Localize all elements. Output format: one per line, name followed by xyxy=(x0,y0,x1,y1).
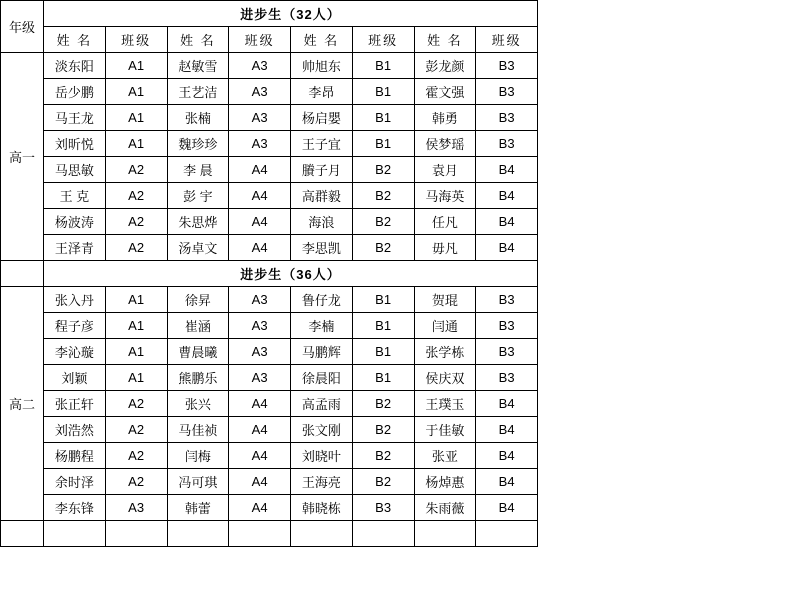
cell-name: 杨波涛 xyxy=(44,209,106,235)
cell-name: 张入丹 xyxy=(44,287,106,313)
col-header-name-4: 姓 名 xyxy=(414,27,476,53)
cell-name: 马海英 xyxy=(414,183,476,209)
cell-name: 汤卓文 xyxy=(167,235,229,261)
cell-name: 李沁璇 xyxy=(44,339,106,365)
cell-class: B3 xyxy=(476,131,538,157)
table-row xyxy=(1,157,538,183)
empty-cell xyxy=(291,521,353,547)
section-title-2: 进步生（36人） xyxy=(44,261,538,287)
table-row xyxy=(1,313,538,339)
cell-name: 淡东阳 xyxy=(44,53,106,79)
cell-name: 王泽青 xyxy=(44,235,106,261)
cell-class: B1 xyxy=(352,287,414,313)
empty-cell xyxy=(476,521,538,547)
cell-name: 韩蕾 xyxy=(167,495,229,521)
col-header-class-4: 班级 xyxy=(476,27,538,53)
cell-class: A3 xyxy=(229,105,291,131)
table-row xyxy=(1,287,538,313)
cell-class: A4 xyxy=(229,391,291,417)
cell-class: B1 xyxy=(352,53,414,79)
column-header-row xyxy=(1,27,538,53)
table-row xyxy=(1,131,538,157)
cell-class: A2 xyxy=(105,157,167,183)
cell-class: B1 xyxy=(352,365,414,391)
cell-class: B3 xyxy=(476,313,538,339)
section-title-row xyxy=(1,1,538,27)
cell-class: B2 xyxy=(352,235,414,261)
empty-cell xyxy=(229,521,291,547)
cell-class: A2 xyxy=(105,443,167,469)
empty-cell xyxy=(167,521,229,547)
table-row xyxy=(1,443,538,469)
cell-class: A4 xyxy=(229,469,291,495)
cell-name: 张学栋 xyxy=(414,339,476,365)
cell-class: A4 xyxy=(229,209,291,235)
cell-class: B1 xyxy=(352,79,414,105)
cell-class: B4 xyxy=(476,469,538,495)
cell-class: B1 xyxy=(352,313,414,339)
cell-name: 彭龙颜 xyxy=(414,53,476,79)
cell-name: 高群毅 xyxy=(291,183,353,209)
cell-class: A1 xyxy=(105,287,167,313)
empty-cell xyxy=(352,521,414,547)
cell-class: B3 xyxy=(476,287,538,313)
cell-name: 徐昇 xyxy=(167,287,229,313)
cell-class: A2 xyxy=(105,417,167,443)
cell-name: 马鹏辉 xyxy=(291,339,353,365)
grade-label-1: 高一 xyxy=(1,53,44,261)
cell-class: B1 xyxy=(352,131,414,157)
cell-name: 賸子月 xyxy=(291,157,353,183)
grade-header-cell: 年级 xyxy=(1,1,44,53)
cell-class: A3 xyxy=(229,313,291,339)
cell-class: A1 xyxy=(105,313,167,339)
table-row xyxy=(1,105,538,131)
empty-cell xyxy=(1,261,44,287)
cell-name: 鲁仔龙 xyxy=(291,287,353,313)
cell-class: B4 xyxy=(476,183,538,209)
cell-class: B3 xyxy=(476,339,538,365)
cell-name: 于佳敏 xyxy=(414,417,476,443)
cell-class: B3 xyxy=(476,365,538,391)
cell-name: 韩勇 xyxy=(414,105,476,131)
cell-class: B2 xyxy=(352,183,414,209)
cell-class: A1 xyxy=(105,53,167,79)
col-header-class-1: 班级 xyxy=(105,27,167,53)
cell-name: 张文刚 xyxy=(291,417,353,443)
cell-name: 王海亮 xyxy=(291,469,353,495)
cell-name: 杨鹏程 xyxy=(44,443,106,469)
cell-name: 刘昕悦 xyxy=(44,131,106,157)
cell-name: 帅旭东 xyxy=(291,53,353,79)
cell-name: 张亚 xyxy=(414,443,476,469)
cell-name: 张兴 xyxy=(167,391,229,417)
cell-class: A2 xyxy=(105,183,167,209)
col-header-name-3: 姓 名 xyxy=(291,27,353,53)
cell-class: A1 xyxy=(105,339,167,365)
cell-class: B4 xyxy=(476,443,538,469)
cell-class: B3 xyxy=(352,495,414,521)
table-row xyxy=(1,209,538,235)
cell-class: A3 xyxy=(229,53,291,79)
cell-class: B2 xyxy=(352,469,414,495)
cell-class: B3 xyxy=(476,53,538,79)
cell-name: 海浪 xyxy=(291,209,353,235)
cell-name: 马佳祯 xyxy=(167,417,229,443)
table-row xyxy=(1,495,538,521)
cell-name: 李东锋 xyxy=(44,495,106,521)
cell-class: A3 xyxy=(229,339,291,365)
col-header-name-2: 姓 名 xyxy=(167,27,229,53)
cell-name: 闫通 xyxy=(414,313,476,339)
cell-class: B3 xyxy=(476,105,538,131)
cell-class: A4 xyxy=(229,183,291,209)
cell-class: A1 xyxy=(105,131,167,157)
cell-name: 朱思烨 xyxy=(167,209,229,235)
cell-name: 岳少鹏 xyxy=(44,79,106,105)
table-row xyxy=(1,339,538,365)
cell-name: 侯庆双 xyxy=(414,365,476,391)
empty-cell xyxy=(414,521,476,547)
cell-name: 闫梅 xyxy=(167,443,229,469)
cell-class: B4 xyxy=(476,209,538,235)
cell-name: 冯可琪 xyxy=(167,469,229,495)
cell-class: A3 xyxy=(229,287,291,313)
cell-class: A2 xyxy=(105,209,167,235)
cell-name: 任凡 xyxy=(414,209,476,235)
cell-name: 李楠 xyxy=(291,313,353,339)
cell-name: 熊鹏乐 xyxy=(167,365,229,391)
cell-class: B2 xyxy=(352,209,414,235)
empty-cell xyxy=(105,521,167,547)
cell-class: B2 xyxy=(352,443,414,469)
cell-class: A3 xyxy=(229,365,291,391)
cell-class: B4 xyxy=(476,495,538,521)
section-title-1: 进步生（32人） xyxy=(44,1,538,27)
cell-name: 彭 宇 xyxy=(167,183,229,209)
cell-name: 张正轩 xyxy=(44,391,106,417)
cell-class: A4 xyxy=(229,495,291,521)
cell-name: 杨启嬰 xyxy=(291,105,353,131)
cell-class: B4 xyxy=(476,417,538,443)
cell-name: 张楠 xyxy=(167,105,229,131)
table-row xyxy=(1,53,538,79)
cell-name: 刘晓叶 xyxy=(291,443,353,469)
cell-class: A1 xyxy=(105,105,167,131)
cell-class: A4 xyxy=(229,443,291,469)
cell-name: 霍文强 xyxy=(414,79,476,105)
cell-name: 李昂 xyxy=(291,79,353,105)
table-row xyxy=(1,183,538,209)
cell-name: 杨焯惠 xyxy=(414,469,476,495)
empty-cell xyxy=(1,521,44,547)
table-row xyxy=(1,417,538,443)
cell-name: 徐晨阳 xyxy=(291,365,353,391)
cell-name: 侯梦瑶 xyxy=(414,131,476,157)
cell-name: 赵敏雪 xyxy=(167,53,229,79)
cell-class: A2 xyxy=(105,235,167,261)
cell-class: B4 xyxy=(476,157,538,183)
cell-name: 余时泽 xyxy=(44,469,106,495)
cell-name: 王艺洁 xyxy=(167,79,229,105)
table-row xyxy=(1,235,538,261)
cell-name: 朱雨薇 xyxy=(414,495,476,521)
cell-name: 王 克 xyxy=(44,183,106,209)
cell-class: A4 xyxy=(229,157,291,183)
cell-name: 王子宜 xyxy=(291,131,353,157)
cell-name: 崔涵 xyxy=(167,313,229,339)
cell-class: A2 xyxy=(105,391,167,417)
cell-class: B1 xyxy=(352,105,414,131)
cell-name: 李思凯 xyxy=(291,235,353,261)
table-row xyxy=(1,469,538,495)
table-row-empty xyxy=(1,521,538,547)
cell-class: A1 xyxy=(105,79,167,105)
cell-name: 马王龙 xyxy=(44,105,106,131)
cell-name: 韩晓栋 xyxy=(291,495,353,521)
cell-class: A2 xyxy=(105,469,167,495)
cell-name: 马思敏 xyxy=(44,157,106,183)
table-row xyxy=(1,365,538,391)
cell-name: 贺琨 xyxy=(414,287,476,313)
col-header-class-3: 班级 xyxy=(352,27,414,53)
section-title-row xyxy=(1,261,538,287)
cell-class: A1 xyxy=(105,365,167,391)
cell-class: B4 xyxy=(476,391,538,417)
cell-name: 程子彦 xyxy=(44,313,106,339)
cell-class: B2 xyxy=(352,157,414,183)
cell-class: B3 xyxy=(476,79,538,105)
table-row xyxy=(1,391,538,417)
cell-class: A3 xyxy=(105,495,167,521)
cell-name: 刘颖 xyxy=(44,365,106,391)
cell-class: A3 xyxy=(229,131,291,157)
cell-class: B4 xyxy=(476,235,538,261)
empty-cell xyxy=(44,521,106,547)
cell-name: 魏珍珍 xyxy=(167,131,229,157)
cell-name: 毋凡 xyxy=(414,235,476,261)
table-body xyxy=(1,1,538,547)
cell-name: 高孟雨 xyxy=(291,391,353,417)
grade-label-2: 高二 xyxy=(1,287,44,521)
cell-name: 刘浩然 xyxy=(44,417,106,443)
cell-name: 曹晨曦 xyxy=(167,339,229,365)
table-row xyxy=(1,79,538,105)
cell-name: 王璞玉 xyxy=(414,391,476,417)
cell-class: A4 xyxy=(229,417,291,443)
cell-class: B2 xyxy=(352,417,414,443)
cell-class: B1 xyxy=(352,339,414,365)
col-header-name-1: 姓 名 xyxy=(44,27,106,53)
cell-name: 袁月 xyxy=(414,157,476,183)
cell-class: A4 xyxy=(229,235,291,261)
col-header-class-2: 班级 xyxy=(229,27,291,53)
cell-class: A3 xyxy=(229,79,291,105)
cell-class: B2 xyxy=(352,391,414,417)
cell-name: 李 晨 xyxy=(167,157,229,183)
